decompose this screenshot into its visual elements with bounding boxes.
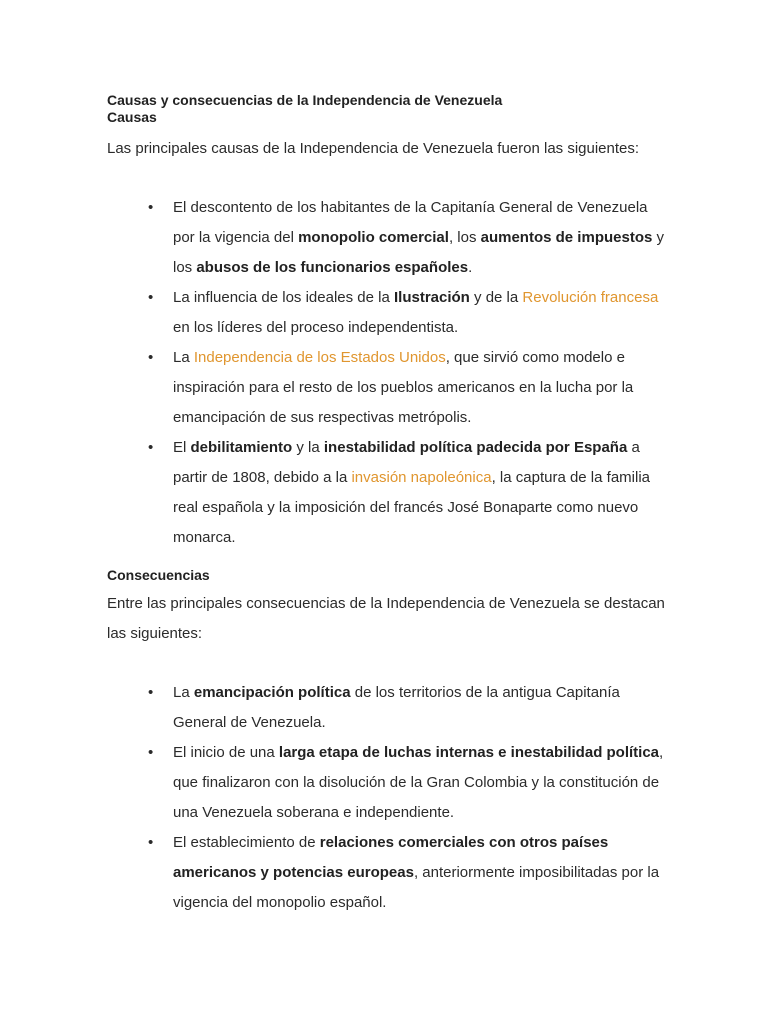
bullet-icon: • [148,289,154,306]
causes-subtitle: Causas [107,109,157,125]
list-item [107,738,667,828]
body-text: , anteriormente imposibilitadas por la vigencia del monopolio español. [173,864,660,911]
bullet-icon: • [148,199,154,216]
consequences-heading: Consecuencias [107,567,210,583]
emphasis-text: Ilustración [394,289,470,306]
body-text: , los [448,229,481,246]
body-text: y los [173,229,664,276]
consequences-list [107,678,667,918]
body-text: a partir de 1808, debido a la [173,439,640,486]
body-text: La influencia de los ideales de la [173,289,394,306]
body-text: , la captura de la familia real española y la imposición del francés José Bonaparte como nuevo monarca. [173,469,650,546]
list-item [107,343,667,433]
causes-intro-paragraph: Las principales causas de la Independencia de Venezuela fueron las siguientes: [107,140,640,157]
bullet-icon: • [148,439,154,456]
body-text: . [468,259,473,276]
document-title: Causas y consecuencias de la Independencia de Venezuela [107,92,503,108]
body-text: La [173,684,194,701]
bullet-icon: • [148,684,154,701]
body-text: , que finalizaron con la disolución de la Gran Colombia y la constitución de una Venezuela soberana e independiente. [173,744,664,821]
emphasis-text: aumentos de impuestos [480,229,653,246]
emphasis-text: relaciones comerciales con otros países americanos y potencias europeas [173,834,609,881]
list-item [107,828,667,918]
body-text: en los líderes del proceso independentista. [173,319,459,336]
body-text: , que sirvió como modelo e inspiración para el resto de los pueblos americanos en la lucha por la emancipación de sus respectivas metrópolis. [173,349,634,426]
body-text: de los territorios de la antigua Capitanía General de Venezuela. [173,684,620,731]
emphasis-text: larga etapa de luchas internas e inestabilidad política [278,744,660,761]
inline-link[interactable]: invasión napoleónica [351,469,492,486]
body-text: El inicio de una [173,744,279,761]
body-text: El descontento de los habitantes de la Capitanía General de Venezuela por la vigencia del [173,199,648,246]
list-item [107,193,667,283]
body-text: y la [292,439,324,456]
causes-list [107,193,667,553]
emphasis-text: emancipación política [193,684,351,701]
list-item [107,678,667,738]
bullet-icon: • [148,349,154,366]
body-text: y de la [469,289,523,306]
bullet-icon: • [148,834,154,851]
body-text: El establecimiento de [173,834,320,851]
consequences-intro-paragraph: Entre las principales consecuencias de la Independencia de Venezuela se destacan las siguientes: [107,595,665,642]
list-item [107,433,667,553]
emphasis-text: abusos de los funcionarios españoles [196,259,469,276]
body-text: La [173,349,194,366]
emphasis-text: debilitamiento [190,439,293,456]
emphasis-text: inestabilidad política padecida por España [323,439,628,456]
emphasis-text: monopolio comercial [298,229,449,246]
inline-link[interactable]: Independencia de los Estados Unidos [193,349,446,366]
inline-link[interactable]: Revolución francesa [522,289,659,306]
body-text: El [173,439,191,456]
list-item [107,283,667,343]
bullet-icon: • [148,744,154,761]
